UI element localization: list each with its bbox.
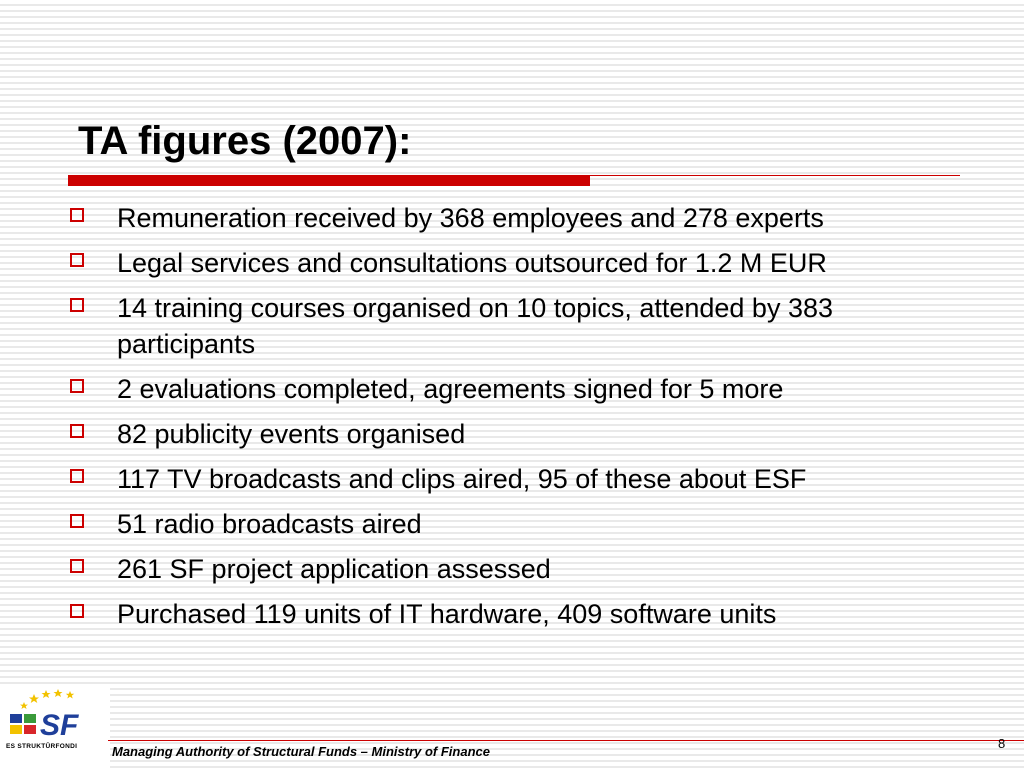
bullet-text: 14 training courses organised on 10 topics, attended by 383 participants xyxy=(117,293,833,359)
title-underline-thin xyxy=(590,175,960,176)
bullet-item xyxy=(66,461,1024,497)
bullet-text: Legal services and consultations outsourced for 1.2 M EUR xyxy=(117,248,827,278)
bullet-item xyxy=(66,551,1024,587)
square-bullet-icon xyxy=(70,559,84,573)
square-bullet-icon xyxy=(70,253,84,267)
bullet-text: 82 publicity events organised xyxy=(117,419,466,449)
es-strukturfondi-logo xyxy=(0,684,110,768)
bullet-text: Purchased 119 units of IT hardware, 409 software units xyxy=(117,599,777,629)
logo-caption: ES STRUKTŪRFONDI xyxy=(6,743,78,750)
bullet-item xyxy=(66,506,1024,542)
bullet-text: Remuneration received by 368 employees and 278 experts xyxy=(117,203,824,233)
square-bullet-icon xyxy=(70,469,84,483)
square-bullet-icon xyxy=(70,298,84,312)
footer-divider xyxy=(108,740,1024,741)
bullet-item xyxy=(66,245,1024,281)
svg-text:SF: SF xyxy=(40,709,79,742)
bullet-text: 117 TV broadcasts and clips aired, 95 of these about ESF xyxy=(117,464,807,494)
bullet-item xyxy=(66,416,1024,452)
square-bullet-icon xyxy=(70,424,84,438)
slide-title: TA figures (2007): xyxy=(78,119,412,163)
square-bullet-icon xyxy=(70,208,84,222)
square-bullet-icon xyxy=(70,379,84,393)
page-number: 8 xyxy=(998,736,1006,751)
bullet-list xyxy=(66,200,1024,641)
footer-text: Managing Authority of Structural Funds – Ministry of Finance xyxy=(112,744,490,759)
bullet-item xyxy=(66,596,1024,632)
bullet-text: 2 evaluations completed, agreements signed for 5 more xyxy=(117,374,784,404)
title-underline-thick xyxy=(68,175,590,186)
bullet-item xyxy=(66,200,1024,236)
square-bullet-icon xyxy=(70,604,84,618)
square-bullet-icon xyxy=(70,514,84,528)
bullet-item xyxy=(66,371,1024,407)
bullet-item xyxy=(66,290,1024,362)
sf-logo-mark-icon xyxy=(0,684,110,744)
bullet-text: 261 SF project application assessed xyxy=(117,554,551,584)
bullet-text: 51 radio broadcasts aired xyxy=(117,509,422,539)
